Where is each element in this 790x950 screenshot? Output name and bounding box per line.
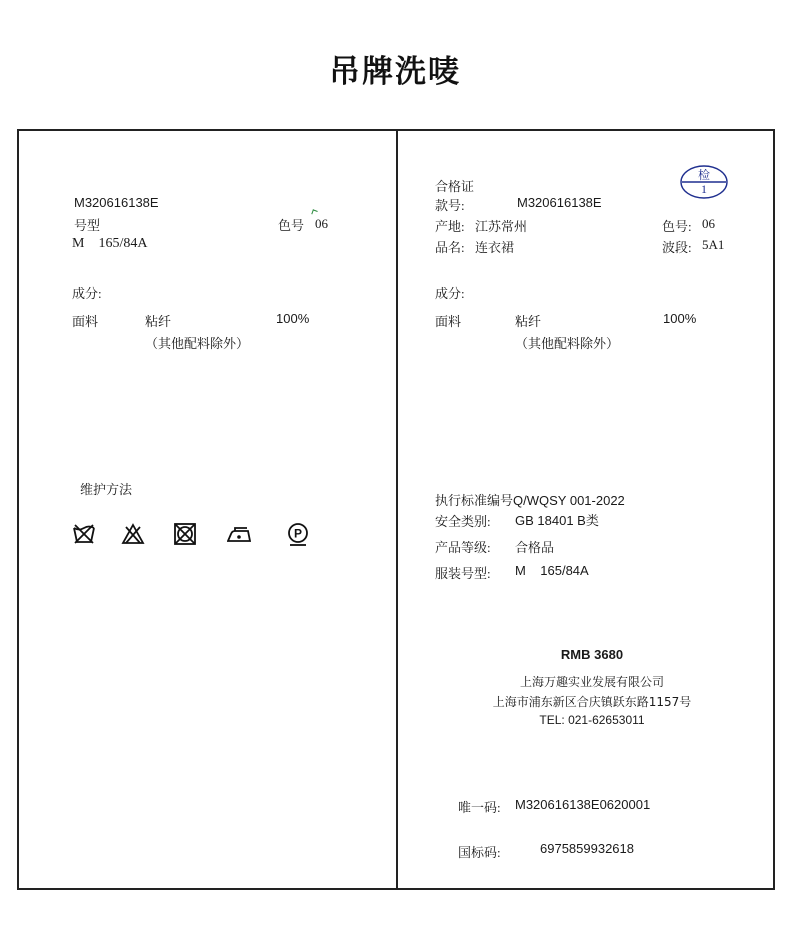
left-fabric-label: 面料 [72,314,99,329]
standard-label: 执行标准编号 [435,493,514,508]
price: RMB 3680 [560,647,624,662]
page-title: 吊牌洗唛 [329,54,461,90]
garment-size-label: 服装号型: [435,566,491,581]
left-fabric-material: 粘纤 [145,314,172,329]
standard-row [435,490,625,509]
left-fabric-percent: 100% [276,311,310,326]
stamp-bottom-text: 1 [701,182,707,196]
product-name-label: 品名: [435,240,465,255]
svg-text:P: P [293,526,303,541]
care-method-label: 维护方法 [80,482,133,497]
left-color-value: 06 [315,216,328,231]
right-composition-label: 成分: [435,286,465,301]
barcode-label: 国标码: [458,845,501,860]
right-trim-note: （其他配料除外） [515,336,620,351]
standard-value: Q/WQSY 001-2022 [513,493,625,508]
company-tel: TEL: 021-62653011 [539,713,645,727]
right-style-label: 款号: [435,198,465,213]
company-address: 上海市浦东新区合庆镇跃东路1157号 [492,695,692,709]
dry-clean-p-icon [286,522,310,546]
right-fabric-percent: 100% [663,311,697,326]
grade-value: 合格品 [515,540,555,555]
barcode-value: 6975859932618 [540,841,634,856]
do-not-tumble-dry-icon [173,522,197,546]
do-not-bleach-icon [121,522,145,546]
product-name-value: 连衣裙 [475,240,515,255]
certificate-label: 合格证 [435,179,475,194]
stamp-top-text: 检 [697,168,710,182]
wave-value: 5A1 [702,237,725,252]
do-not-wash-icon [72,522,96,546]
left-size-label: 号型 [74,218,101,233]
grade-label: 产品等级: [435,540,491,555]
panel-divider [396,131,398,888]
garment-size-value: M 165/84A [515,563,589,578]
right-style-code: M320616138E [517,195,602,210]
right-color-label: 色号: [662,219,692,234]
left-composition-label: 成分: [72,286,102,301]
left-trim-note: （其他配料除外） [145,336,250,351]
wave-label: 波段: [662,240,692,255]
safety-label: 安全类别: [435,514,491,529]
iron-low-heat-icon [227,522,251,546]
unique-code-value: M320616138E0620001 [515,797,651,812]
left-color-label: 色号 [278,218,305,233]
left-size-value: M 165/84A [72,236,148,251]
left-style-code: M320616138E [74,195,159,210]
inspection-stamp [680,165,728,199]
company-name: 上海万趣实业发展有限公司 [519,675,664,689]
origin-value: 江苏常州 [475,219,528,234]
right-fabric-material: 粘纤 [515,314,542,329]
safety-value: GB 18401 B类 [515,513,599,528]
right-color-value: 06 [702,216,715,231]
unique-code-label: 唯一码: [458,800,501,815]
right-fabric-label: 面料 [435,314,462,329]
origin-label: 产地: [435,219,465,234]
